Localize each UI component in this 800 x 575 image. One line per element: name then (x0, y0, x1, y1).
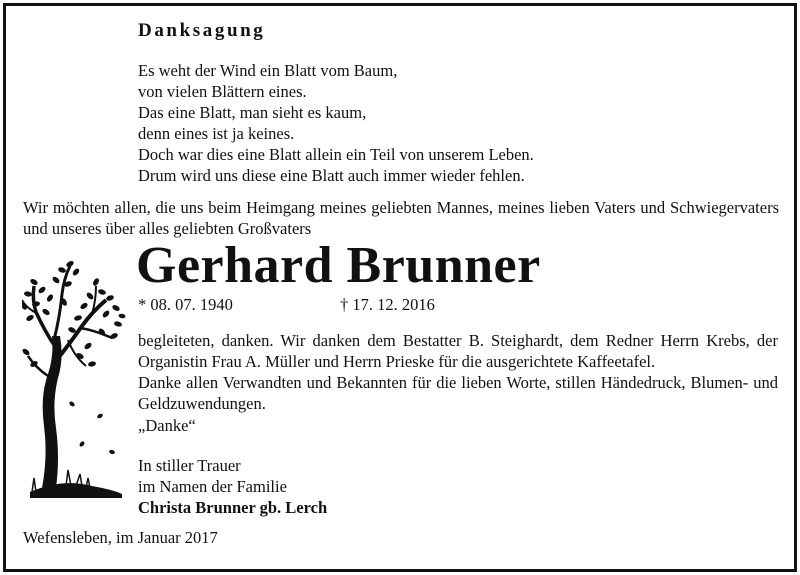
poem-line: Es weht der Wind ein Blatt vom Baum, (138, 61, 398, 80)
tree-icon (22, 256, 128, 498)
poem-line: von vielen Blättern eines. (138, 82, 307, 101)
notice-heading: Danksagung (138, 20, 266, 41)
danke-quote: „Danke“ (138, 416, 196, 435)
thanks-paragraph: Danke allen Verwandten und Bekannten für die lieben Worte, stillen Händedruck, Blumen- und Geldzuwendungen. (138, 373, 778, 413)
closing-block (138, 455, 327, 518)
poem-line: Drum wird uns diese eine Blatt auch immer wieder fehlen. (138, 166, 525, 185)
deceased-name: Gerhard Brunner (136, 237, 541, 294)
intro-paragraph: Wir möchten allen, die uns beim Heimgang meines geliebten Mannes, meines lieben Vaters und Schwiegervaters und unseres über alles geliebten Großvaters (23, 198, 779, 238)
poem-line: Doch war dies eine Blatt allein ein Teil von unserem Leben. (138, 145, 534, 164)
thanks-paragraph: begleiteten, danken. Wir danken dem Bestatter B. Steighardt, dem Redner Herrn Krebs, der Organistin Frau A. Müller und Herrn Prieske für die ausgerichtete Kaffeetafel. (138, 331, 778, 371)
closing-line: im Namen der Familie (138, 477, 287, 496)
birth-date: * 08. 07. 1940 (138, 295, 233, 314)
place-date-line: Wefensleben, im Januar 2017 (23, 528, 218, 547)
poem-line: Das eine Blatt, man sieht es kaum, (138, 103, 367, 122)
closing-line: In stiller Trauer (138, 456, 241, 475)
signer-name: Christa Brunner gb. Lerch (138, 498, 328, 517)
poem (138, 60, 534, 186)
thanks-body (138, 330, 778, 414)
poem-line: denn eines ist ja keines. (138, 124, 295, 143)
death-date: † 17. 12. 2016 (340, 295, 435, 314)
